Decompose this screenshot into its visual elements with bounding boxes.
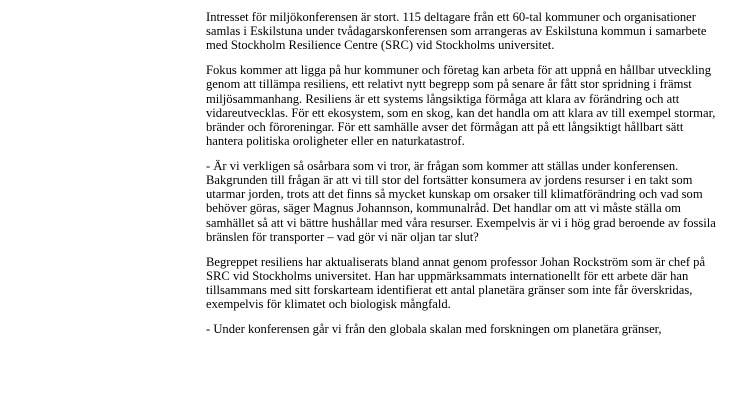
- paragraph-attendance: Intresset för miljökonferensen är stort. 115 deltagare från ett 60-tal kommuner och organisationer samlas i Eskilstuna under tvådagarskonferensen som arrangeras av Eskilstuna kommun i samarbete med Stockholm Resilience Centre (SRC) vid Stockholms universitet.: [206, 10, 707, 53]
- document-body: [206, 10, 716, 347]
- paragraph-quote-johannson: - Är vi verkligen så osårbara som vi tror, är frågan som kommer att ställas under konferensen. Bakgrunden till frågan är att vi till stor del fortsätter konsumera av jordens resurser i en takt som utarmar jorden, trots att det finns så mycket kunskap om orsaker till klimatförändring och vad som behöver göras, säger Magnus Johannson, kommunalråd. Det handlar om att vi måste ställa om samhället så att vi bättre hushållar med våra resurser. Exempelvis är vi i hög grad beroende av fossila bränslen för transporter – vad gör vi när oljan tar slut?: [206, 158, 716, 244]
- paragraph-rockstrom: Begreppet resiliens har aktualiserats bland annat genom professor Johan Rockström som är chef på SRC vid Stockholms universitet. Han har uppmärksammats internationellt för ett arbete där han tillsammans med sitt forskarteam identifierat ett antal planetära gränser som inte får överskridas, exempelvis för klimatet och biologisk mångfald.: [206, 254, 706, 312]
- paragraph-resilience-focus: Fokus kommer att ligga på hur kommuner och företag kan arbeta för att uppnå en hållbar utveckling genom att tillämpa resiliens, ett relativt nytt begrepp som på senare år fått stor spridning i främst miljösammanhang. Resiliens är ett systems långsiktiga förmåga att klara av förändring och att vidareutvecklas. För ett ekosystem, som en skog, kan det handla om att klara av till exempel stormar, bränder och föroreningar. För ett samhälle avser det förmågan att på ett långsiktigt hållbart sätt hantera politiska oroligheter eller en naturkatastrof.: [206, 63, 716, 149]
- paragraph-global-scale: - Under konferensen går vi från den globala skalan med forskningen om planetära gränser,: [206, 321, 662, 336]
